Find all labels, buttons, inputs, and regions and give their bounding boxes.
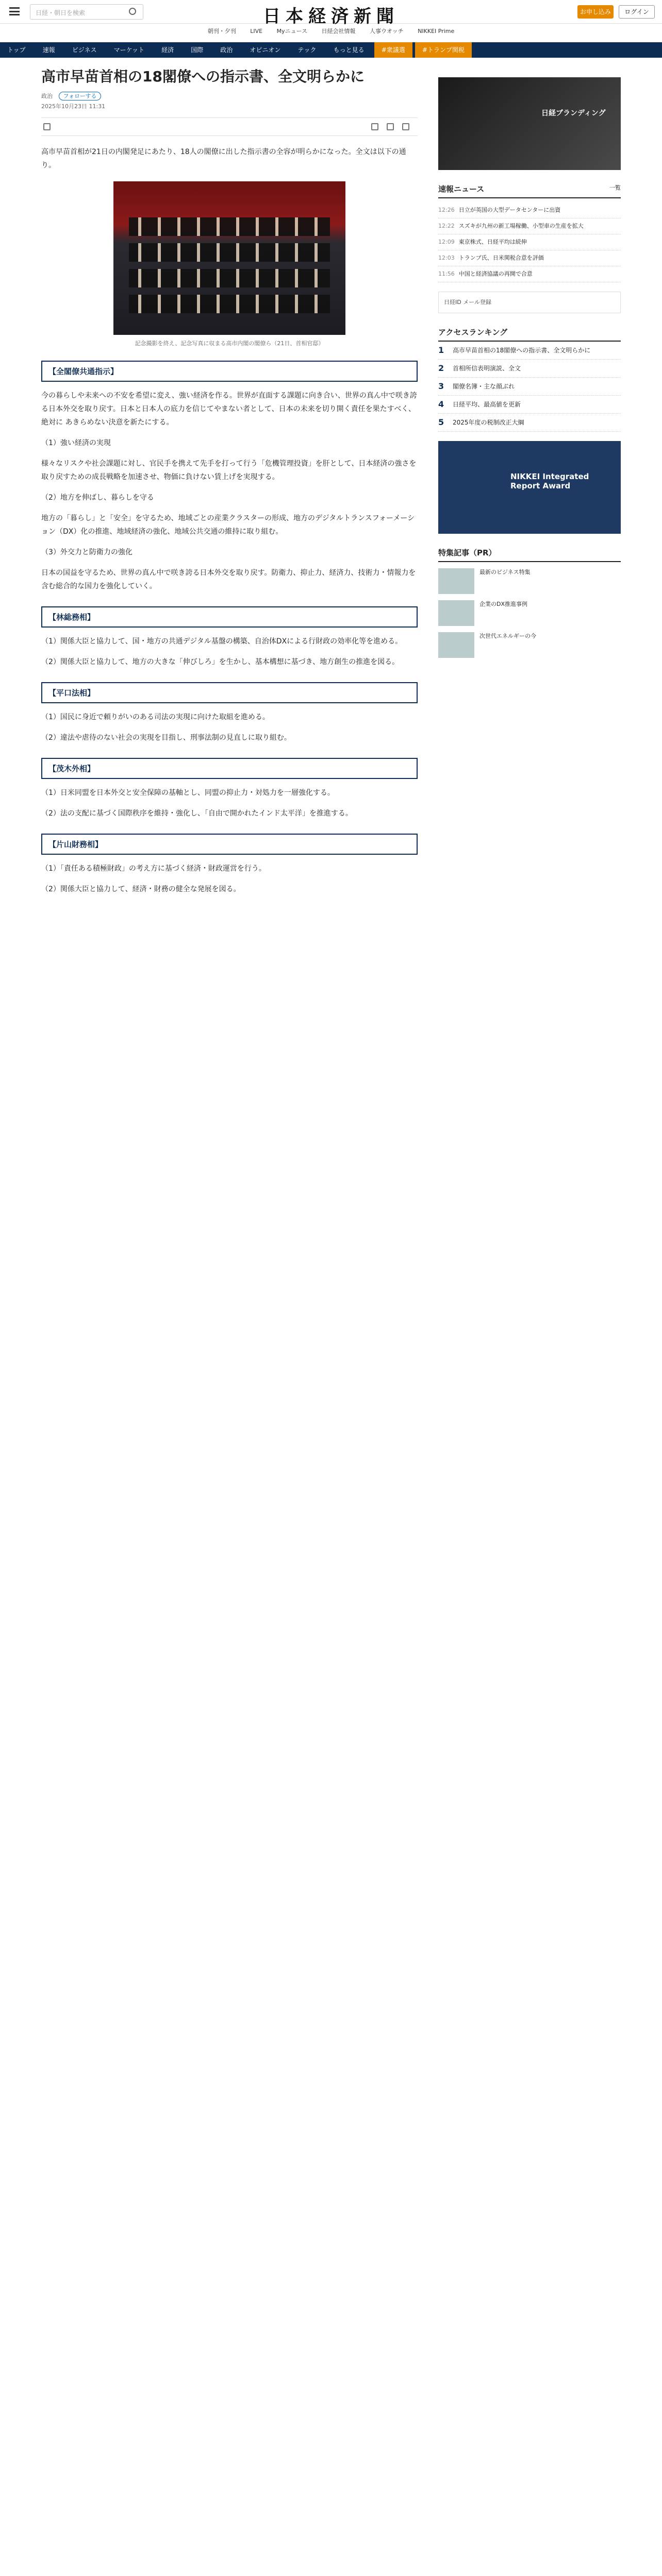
news-heading: 速報ニュース 一覧 <box>438 183 621 198</box>
print-icon[interactable] <box>387 123 394 130</box>
pr-item[interactable]: 企業のDX推進事例 <box>438 600 621 626</box>
news-item[interactable]: 12:22 スズキが九州の新工場稼働、小型車の生産を拡大 <box>438 218 621 234</box>
article-lead: 高市早苗首相が21日の内閣発足にあたり、18人の閣僚に出した指示書の全容が明らかになった。全文は以下の通り。 <box>41 148 406 170</box>
subnav-item[interactable]: NIKKEI Prime <box>418 28 455 35</box>
save-icon[interactable] <box>43 123 51 130</box>
news-item[interactable]: 12:03 トランプ氏、日米関税合意を評価 <box>438 250 621 266</box>
section-heading: 【全閣僚共通指示】 <box>41 361 418 382</box>
subscribe-button[interactable]: お申し込み <box>577 5 614 19</box>
top-header <box>0 0 662 27</box>
ranking-heading: アクセスランキング <box>438 327 621 342</box>
paragraph: （2）地方を伸ばし、暮らしを守る <box>41 494 154 502</box>
login-button[interactable]: ログイン <box>619 5 655 19</box>
nav-item[interactable]: 国際 <box>191 46 204 54</box>
share-icon[interactable] <box>371 123 378 130</box>
news-item[interactable]: 12:26 日立が英国の大型データセンターに出資 <box>438 202 621 218</box>
photo-caption: 記念撮影を終え、記念写真に収まる高市内閣の閣僚ら（21日、首相官邸） <box>135 340 324 347</box>
nav-item-highlight[interactable]: #衆議選 <box>374 42 412 58</box>
subnav-item[interactable]: 日経会社情報 <box>321 28 356 35</box>
paragraph: 様々なリスクや社会課題に対し、官民手を携えて先手を打って行う「危機管理投資」を肝として、日本経済の強さを取り戻すための成長戦略を加速させ、物価に負けない賃上げを実現する。 <box>41 460 417 481</box>
section-label[interactable]: 政治 <box>41 93 53 99</box>
subnav-item[interactable]: 人事ウオッチ <box>370 28 404 35</box>
award-banner[interactable] <box>438 441 621 534</box>
article-title: 高市早苗首相の18閣僚への指示書、全文明らかに <box>41 68 365 85</box>
subnav-item[interactable]: 朝刊・夕刊 <box>207 28 236 35</box>
paragraph: （2）関係大臣と協力して、経済・財務の健全な発展を図る。 <box>41 885 241 893</box>
subnav-item[interactable]: LIVE <box>250 28 263 35</box>
nav-item[interactable]: トップ <box>7 46 26 54</box>
paragraph: （1）国民に身近で頼りがいのある司法の実現に向けた取組を進める。 <box>41 713 270 721</box>
nav-item[interactable]: ビジネス <box>72 46 97 54</box>
paragraph: （2）法の支配に基づく国際秩序を維持・強化し、「自由で開かれたインド太平洋」を推進する。 <box>41 809 353 818</box>
news-list <box>438 202 621 282</box>
ranking-item[interactable]: 5 2025年度の税制改正大綱 <box>438 414 621 432</box>
section-heading: 【片山財務相】 <box>41 834 418 855</box>
nav-item[interactable]: マーケット <box>113 46 144 54</box>
pr-item[interactable]: 次世代エネルギーの今 <box>438 632 621 658</box>
site-logo[interactable]: 日本経済新聞 <box>263 6 399 27</box>
article-meta <box>41 92 418 100</box>
search-input[interactable]: 日経・朝日を検索 <box>30 4 143 20</box>
thumbnail <box>438 632 474 658</box>
publish-date: 2025年10月23日 11:31 <box>41 103 106 110</box>
paragraph: （1）関係大臣と協力して、国・地方の共通デジタル基盤の構築、自治体DXによる行財政の効率化等を進める。 <box>41 637 403 646</box>
pr-item[interactable]: 最新のビジネス特集 <box>438 568 621 594</box>
paragraph: （1）強い経済の実現 <box>41 439 111 447</box>
paragraph: （1）「責任ある積極財政」の考え方に基づく経済・財政運営を行う。 <box>41 865 266 873</box>
main-navigation <box>0 42 662 58</box>
nav-item[interactable]: 政治 <box>220 46 233 54</box>
section-heading: 【林総務相】 <box>41 606 418 628</box>
section-heading: 【茂木外相】 <box>41 758 418 779</box>
nav-item[interactable]: もっと見る <box>333 46 365 54</box>
news-item[interactable]: 12:09 東京株式、日経平均は続伸 <box>438 234 621 250</box>
sidebar <box>438 77 621 658</box>
ranking-list <box>438 342 621 432</box>
paragraph: （2）関係大臣と協力して、地方の大きな「伸びしろ」を生かし、基本構想に基づき、地方創生の推進を図る。 <box>41 658 400 666</box>
subnav-item[interactable]: Myニュース <box>276 28 308 35</box>
article <box>41 62 418 896</box>
follow-button[interactable]: フォローする <box>59 92 102 100</box>
nav-item-highlight[interactable]: #トランプ関税 <box>415 42 472 58</box>
nav-item[interactable]: 経済 <box>161 46 174 54</box>
nav-item[interactable]: テック <box>297 46 317 54</box>
pr-heading: 特集記事（PR） <box>438 547 621 562</box>
ranking-item[interactable]: 2 首相所信表明演説、全文 <box>438 360 621 378</box>
ranking-item[interactable]: 1 高市早苗首相の18閣僚への指示書、全文明らかに <box>438 342 621 360</box>
paragraph: （3）外交力と防衛力の強化 <box>41 548 133 556</box>
paragraph: 地方の「暮らし」と「安全」を守るため、地域ごとの産業クラスターの形成、地方のデジタルトランスフォーメーション（DX）化の推進、地域経済の強化、地域公共交通の維持に取り組む。 <box>41 514 415 536</box>
thumbnail <box>438 600 474 626</box>
thumbnail <box>438 568 474 594</box>
paragraph: 今の暮らしや未来への不安を希望に変え、強い経済を作る。世界が直面する課題に向き合い、世界の真ん中で咲き誇る日本外交を取り戻す。日本と日本人の底力を信じてやまない者として、日本の未来を切り開く責任を果たすべく、絶対に あきらめない決意を新たにする。 <box>41 392 417 427</box>
paragraph: 日本の国益を守るため、世界の真ん中で咲き誇る日本外交を取り戻す。防衛力、抑止力、経済力、技術力・情報力を含む総合的な国力を強化していく。 <box>41 569 416 590</box>
newsletter-box[interactable]: 日経ID メール登録 <box>438 292 621 313</box>
ranking-item[interactable]: 4 日経平均、最高値を更新 <box>438 396 621 414</box>
paragraph: （2）違法や虐待のない社会の実現を目指し、刑事法制の見直しに取り組む。 <box>41 734 291 742</box>
advertisement[interactable] <box>438 77 621 170</box>
pr-list <box>438 568 621 658</box>
news-item[interactable]: 11:56 中国と経済協議の再開で合意 <box>438 266 621 282</box>
more-link[interactable]: 一覧 <box>609 184 621 191</box>
section-heading: 【平口法相】 <box>41 682 418 703</box>
nav-item[interactable]: 速報 <box>42 46 55 54</box>
paragraph: （1）日米同盟を日本外交と安全保障の基軸とし、同盟の抑止力・対処力を一層強化する。 <box>41 789 335 797</box>
award-text: NIKKEI Integrated Report Award <box>510 472 589 490</box>
nav-item[interactable]: オピニオン <box>250 46 281 54</box>
article-toolbar <box>41 117 418 136</box>
more-icon[interactable] <box>402 123 409 130</box>
ranking-item[interactable]: 3 閣僚名簿・主な顔ぶれ <box>438 378 621 396</box>
sub-navigation <box>0 27 662 39</box>
cabinet-photo[interactable] <box>113 181 345 335</box>
ad-text: 日経ブランディング <box>541 109 606 117</box>
